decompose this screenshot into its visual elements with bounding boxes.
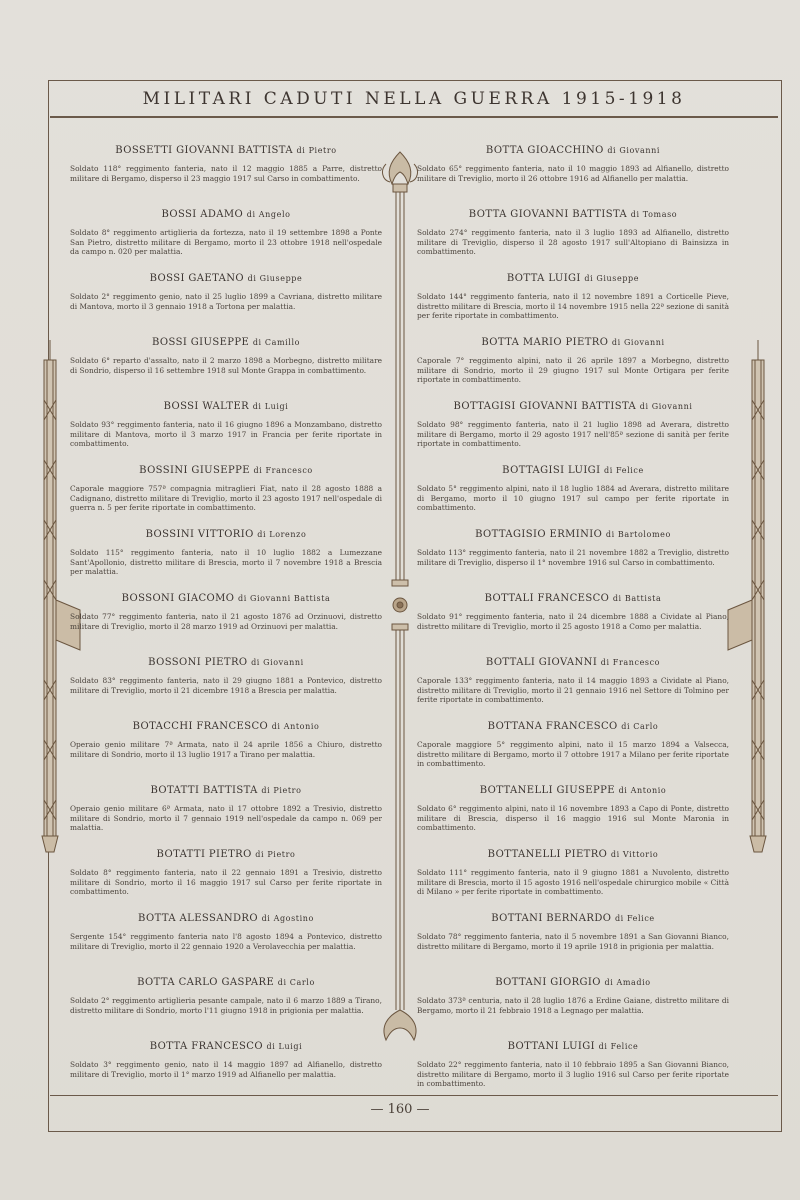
casualty-name-text: BOSSINI VITTORIO bbox=[145, 529, 254, 540]
casualty-parent: di Lorenzo bbox=[257, 530, 307, 539]
casualty-name bbox=[417, 209, 729, 220]
casualty-name-text: BOSSONI GIACOMO bbox=[121, 593, 235, 604]
casualty-name-text: BOSSI GAETANO bbox=[149, 273, 245, 284]
casualty-description: Soldato 22° reggimento fanteria, nato il 10 febbraio 1895 a San Giovanni Bianco, distretto militare di Bergamo, morto il 3 luglio 1916 sul Carso per ferite riportate in combattimento. bbox=[417, 1060, 729, 1088]
casualty-description: Soldato 5° reggimento alpini, nato il 18 luglio 1884 ad Averara, distretto militare di Bergamo, morto il 10 giugno 1917 sul campo per ferite riportate in combattimento. bbox=[417, 484, 729, 512]
casualty-entry bbox=[417, 657, 729, 721]
casualty-entry bbox=[70, 145, 382, 209]
casualty-parent: di Luigi bbox=[266, 1042, 303, 1051]
casualty-parent: di Pietro bbox=[296, 146, 337, 155]
casualty-description: Soldato 78° reggimento fanteria, nato il 5 novembre 1891 a San Giovanni Bianco, distretto militare di Bergamo, morto il 19 aprile 1918 in prigionia per malattia. bbox=[417, 932, 729, 951]
casualty-description: Caporale 7° reggimento alpini, nato il 26 aprile 1897 a Morbegno, distretto militare di Sondrio, morto il 29 giugno 1917 sul Monte Ortigara per ferite riportate in combattimento. bbox=[417, 356, 729, 384]
casualty-entry bbox=[70, 465, 382, 529]
casualty-entry bbox=[417, 977, 729, 1041]
casualty-name-text: BOSSETTI GIOVANNI BATTISTA bbox=[115, 145, 293, 156]
casualty-entry bbox=[417, 593, 729, 657]
casualty-name-text: BOTTANELLI PIETRO bbox=[487, 849, 608, 860]
casualty-name bbox=[70, 337, 382, 348]
casualty-name bbox=[417, 849, 729, 860]
casualty-name-text: BOTTANI LUIGI bbox=[507, 1041, 595, 1052]
casualty-name-text: BOSSI GIUSEPPE bbox=[151, 337, 250, 348]
casualty-description: Soldato 373ª centuria, nato il 28 luglio 1876 a Erdine Gaiane, distretto militare di Bergamo, morto il 21 febbraio 1918 a Legnago per malattia. bbox=[417, 996, 729, 1015]
casualty-parent: di Giuseppe bbox=[247, 274, 303, 283]
casualty-description: Soldato 111° reggimento fanteria, nato il 9 giugno 1881 a Nuvolento, distretto militare di Brescia, morto il 15 agosto 1916 nell'ospedale chirurgico mobile « Città di Milano » per ferite riportate in combattimento. bbox=[417, 868, 729, 896]
casualty-parent: di Giovanni bbox=[251, 658, 304, 667]
casualty-name bbox=[417, 977, 729, 988]
casualty-name-text: BOSSINI GIUSEPPE bbox=[139, 465, 250, 476]
casualty-parent: di Antonio bbox=[618, 786, 667, 795]
casualty-description: Soldato 77° reggimento fanteria, nato il 21 agosto 1876 ad Orzinuovi, distretto militare di Treviglio, morto il 28 marzo 1919 ad Orzinuovi per malattia. bbox=[70, 612, 382, 631]
casualty-name bbox=[417, 273, 729, 284]
casualty-name bbox=[70, 657, 382, 668]
casualty-name-text: BOTTALI FRANCESCO bbox=[484, 593, 610, 604]
casualty-parent: di Carlo bbox=[621, 722, 659, 731]
casualty-parent: di Francesco bbox=[600, 658, 661, 667]
casualty-description: Sergente 154° reggimento fanteria nato l'8 agosto 1894 a Pontevico, distretto militare di Treviglio, morto il 22 gennaio 1920 a Verolavecchia per malattia. bbox=[70, 932, 382, 951]
casualty-entry bbox=[70, 977, 382, 1041]
casualty-name bbox=[417, 1041, 729, 1052]
casualty-description: Caporale 133° reggimento fanteria, nato il 14 maggio 1893 a Cividate al Piano, distretto militare di Treviglio, morto il 21 gennaio 1916 nel Settore di Tolmino per ferite riportate in combattimento. bbox=[417, 676, 729, 704]
right-column bbox=[417, 145, 729, 1105]
casualty-name-text: BOTTA GIOVANNI BATTISTA bbox=[468, 209, 628, 220]
casualty-name-text: BOTTA FRANCESCO bbox=[149, 1041, 263, 1052]
casualty-description: Soldato 115° reggimento fanteria, nato il 10 luglio 1882 a Lumezzane Sant'Apollonio, distretto militare di Brescia, morto il 7 novembre 1918 a Brescia per malattia. bbox=[70, 548, 382, 576]
casualty-entry bbox=[417, 145, 729, 209]
casualty-name bbox=[417, 785, 729, 796]
casualty-name-text: BOSSONI PIETRO bbox=[148, 657, 248, 668]
casualty-name-text: BOTTAGISI GIOVANNI BATTISTA bbox=[453, 401, 637, 412]
casualty-entry bbox=[70, 209, 382, 273]
casualty-name bbox=[417, 401, 729, 412]
casualty-name bbox=[417, 337, 729, 348]
casualty-name bbox=[70, 273, 382, 284]
casualty-description: Soldato 65° reggimento fanteria, nato il 10 maggio 1893 ad Alfianello, distretto militare di Treviglio, morto il 26 ottobre 1916 ad Alfianello per malattia. bbox=[417, 164, 729, 183]
casualty-name bbox=[70, 785, 382, 796]
casualty-parent: di Battista bbox=[612, 594, 662, 603]
casualty-name bbox=[70, 721, 382, 732]
casualty-name-text: BOTTAGISI LUIGI bbox=[502, 465, 601, 476]
casualty-description: Caporale maggiore 757ª compagnia mitraglieri Fiat, nato il 28 agosto 1888 a Cadignano, distretto militare di Treviglio, morto il 23 agosto 1917 nell'ospedale di guerra n. 5 per ferite riportate in combattimento. bbox=[70, 484, 382, 512]
casualty-description: Soldato 2° reggimento genio, nato il 25 luglio 1899 a Cavriana, distretto militare di Mantova, morto il 3 gennaio 1918 a Tortona per malattia. bbox=[70, 292, 382, 311]
casualty-entry bbox=[70, 273, 382, 337]
casualty-parent: di Giovanni bbox=[639, 402, 693, 411]
casualty-parent: di Camillo bbox=[252, 338, 301, 347]
casualty-name-text: BOTATTI PIETRO bbox=[156, 849, 252, 860]
casualty-parent: di Felice bbox=[598, 1042, 639, 1051]
casualty-description: Soldato 8° reggimento fanteria, nato il 22 gennaio 1891 a Tresivio, distretto militare di Sondrio, morto il 16 maggio 1917 sul Carso per ferite riportate in combattimento. bbox=[70, 868, 382, 896]
casualty-parent: di Luigi bbox=[252, 402, 289, 411]
casualty-description: Soldato 118° reggimento fanteria, nato il 12 maggio 1885 a Parre, distretto militare di Bergamo, disperso il 23 maggio 1917 sul Carso in combattimento. bbox=[70, 164, 382, 183]
casualty-entry bbox=[417, 337, 729, 401]
casualty-description: Soldato 83° reggimento fanteria, nato il 29 giugno 1881 a Pontevico, distretto militare di Treviglio, morto il 21 dicembre 1918 a Brescia per malattia. bbox=[70, 676, 382, 695]
casualty-name-text: BOTTÀ MARIO PIETRO bbox=[481, 337, 609, 348]
casualty-parent: di Francesco bbox=[253, 466, 313, 475]
casualty-description: Soldato 144° reggimento fanteria, nato il 12 novembre 1891 a Corticelle Pieve, distretto militare di Brescia, morto il 14 novembre 1915 nella 22ª sezione di sanità per ferite riportate in combattimento. bbox=[417, 292, 729, 320]
casualty-name bbox=[417, 145, 729, 156]
casualty-entry bbox=[70, 337, 382, 401]
casualty-description: Soldato 6° reggimento alpini, nato il 16 novembre 1893 a Capo di Ponte, distretto militare di Brescia, disperso il 16 maggio 1916 sul Monte Maronia in combattimento. bbox=[417, 804, 729, 832]
casualty-description: Soldato 6° reparto d'assalto, nato il 2 marzo 1898 a Morbegno, distretto militare di Sondrio, disperso il 16 settembre 1918 sul Monte Grappa in combattimento. bbox=[70, 356, 382, 375]
casualty-description: Soldato 274° reggimento fanteria, nato il 3 luglio 1893 ad Alfianello, distretto militare di Treviglio, disperso il 28 agosto 1917 sull'Altopiano di Bainsizza in combattimento. bbox=[417, 228, 729, 256]
casualty-name bbox=[70, 593, 382, 604]
casualty-parent: di Agostino bbox=[261, 914, 314, 923]
casualty-entry bbox=[417, 401, 729, 465]
casualty-entry bbox=[70, 785, 382, 849]
casualty-parent: di Pietro bbox=[261, 786, 302, 795]
casualty-entry bbox=[70, 657, 382, 721]
casualty-entry bbox=[70, 529, 382, 593]
casualty-entry bbox=[70, 401, 382, 465]
casualty-entry bbox=[417, 913, 729, 977]
casualty-parent: di Giovanni bbox=[611, 338, 665, 347]
casualty-name-text: BOTTANI GIORGIO bbox=[495, 977, 601, 988]
casualty-description: Soldato 8° reggimento artiglieria da fortezza, nato il 19 settembre 1898 a Ponte San Pietro, distretto militare di Bergamo, morto il 23 ottobre 1918 nell'ospedale da campo n. 020 per malattia. bbox=[70, 228, 382, 256]
casualty-name-text: BOTACCHI FRANCESCO bbox=[132, 721, 269, 732]
casualty-name-text: BOTTA CARLO GASPARE bbox=[137, 977, 275, 988]
casualty-name bbox=[70, 465, 382, 476]
casualty-name-text: BOSSI ADAMO bbox=[161, 209, 244, 220]
casualty-description: Operaio genio militare 6ª Armata, nato il 17 ottobre 1892 a Tresivio, distretto militare di Sondrio, morto il 7 gennaio 1919 nell'ospedale da campo n. 069 per malattia. bbox=[70, 804, 382, 832]
casualty-entry bbox=[417, 209, 729, 273]
casualty-entry bbox=[417, 785, 729, 849]
casualty-parent: di Bartolomeo bbox=[605, 530, 671, 539]
left-column bbox=[70, 145, 382, 1105]
casualty-entry bbox=[70, 913, 382, 977]
casualty-parent: di Pietro bbox=[255, 850, 296, 859]
casualty-description: Caporale maggiore 5° reggimento alpini, nato il 15 marzo 1894 a Valsecca, distretto militare di Bergamo, morto il 7 ottobre 1917 a Milano per ferite riportate in combattimento. bbox=[417, 740, 729, 768]
casualty-name bbox=[70, 401, 382, 412]
casualty-entry bbox=[417, 849, 729, 913]
casualty-parent: di Giovanni bbox=[607, 146, 661, 155]
casualty-description: Soldato 93° reggimento fanteria, nato il 16 giugno 1896 a Monzambano, distretto militare di Mantova, morto il 3 marzo 1917 in Francia per ferite riportate in combattimento. bbox=[70, 420, 382, 448]
casualty-parent: di Tomaso bbox=[630, 210, 678, 219]
casualty-description: Soldato 91° reggimento fanteria, nato il 24 dicembre 1888 a Cividate al Piano, distretto militare di Treviglio, morto il 25 agosto 1918 a Como per malattia. bbox=[417, 612, 729, 631]
casualty-name bbox=[417, 593, 729, 604]
casualty-name bbox=[417, 913, 729, 924]
casualty-entry bbox=[70, 721, 382, 785]
casualty-name-text: BOSSI WALTER bbox=[163, 401, 250, 412]
casualty-name-text: BOTTA GIOACCHINO bbox=[485, 145, 604, 156]
casualty-name bbox=[417, 657, 729, 668]
casualty-name-text: BOTTANA FRANCESCO bbox=[487, 721, 618, 732]
casualty-parent: di Antonio bbox=[271, 722, 320, 731]
right-fasces-ornament bbox=[722, 340, 778, 860]
casualty-name bbox=[417, 465, 729, 476]
casualty-name-text: BOTTA LUIGI bbox=[506, 273, 581, 284]
footer-rule bbox=[50, 1095, 778, 1096]
casualty-name bbox=[417, 721, 729, 732]
casualty-name-text: BOTTALI GIOVANNI bbox=[485, 657, 598, 668]
casualty-name bbox=[70, 849, 382, 860]
casualty-parent: di Giovanni Battista bbox=[237, 594, 331, 603]
casualty-name-text: BOTTAGISIO ERMINIO bbox=[475, 529, 603, 540]
casualty-name-text: BOTATTI BATTISTA bbox=[150, 785, 258, 796]
casualty-parent: di Felice bbox=[614, 914, 655, 923]
casualty-name bbox=[70, 977, 382, 988]
casualty-name bbox=[70, 913, 382, 924]
casualty-name bbox=[70, 529, 382, 540]
casualty-description: Soldato 113° reggimento fanteria, nato il 21 novembre 1882 a Treviglio, distretto militare di Treviglio, disperso il 1° novembre 1916 sul Carso in combattimento. bbox=[417, 548, 729, 567]
casualty-name bbox=[70, 1041, 382, 1052]
casualty-description: Soldato 98° reggimento fanteria, nato il 21 luglio 1898 ad Averara, distretto militare di Bergamo, morto il 29 agosto 1917 nell'85ª sezione di sanità per ferite riportate in combattimento. bbox=[417, 420, 729, 448]
casualty-parent: di Carlo bbox=[277, 978, 315, 987]
casualty-entry bbox=[417, 529, 729, 593]
casualty-parent: di Felice bbox=[604, 466, 644, 475]
casualty-parent: di Vittorio bbox=[610, 850, 659, 859]
casualty-entry bbox=[417, 721, 729, 785]
casualty-entry bbox=[70, 849, 382, 913]
casualty-name bbox=[417, 529, 729, 540]
casualty-name bbox=[70, 145, 382, 156]
casualty-entry bbox=[417, 273, 729, 337]
casualty-name-text: BOTTANELLI GIUSEPPE bbox=[479, 785, 615, 796]
casualty-description: Operaio genio militare 7ª Armata, nato il 24 aprile 1856 a Chiuro, distretto militare di Sondrio, morto il 13 luglio 1917 a Tirano per malattia. bbox=[70, 740, 382, 759]
page-title: MILITARI CADUTI NELLA GUERRA 1915-1918 bbox=[50, 82, 778, 118]
casualty-name-text: BOTTANI BERNARDO bbox=[491, 913, 612, 924]
casualty-parent: di Amadio bbox=[604, 978, 651, 987]
casualty-entry bbox=[70, 593, 382, 657]
central-column-ornament bbox=[378, 150, 422, 1050]
casualty-parent: di Giuseppe bbox=[584, 274, 640, 283]
casualty-description: Soldato 2° reggimento artiglieria pesante campale, nato il 6 marzo 1889 a Tirano, distretto militare di Sondrio, morto l'11 giugno 1918 in prigionia per malattia. bbox=[70, 996, 382, 1015]
casualty-description: Soldato 3° reggimento genio, nato il 14 maggio 1897 ad Alfianello, distretto militare di Treviglio, morto il 1° marzo 1919 ad Alfianello per malattia. bbox=[70, 1060, 382, 1079]
page-number: — 160 — bbox=[370, 1102, 430, 1117]
casualty-parent: di Angelo bbox=[246, 210, 291, 219]
casualty-name-text: BOTTA ALESSANDRO bbox=[138, 913, 258, 924]
casualty-name bbox=[70, 209, 382, 220]
casualty-entry bbox=[417, 465, 729, 529]
